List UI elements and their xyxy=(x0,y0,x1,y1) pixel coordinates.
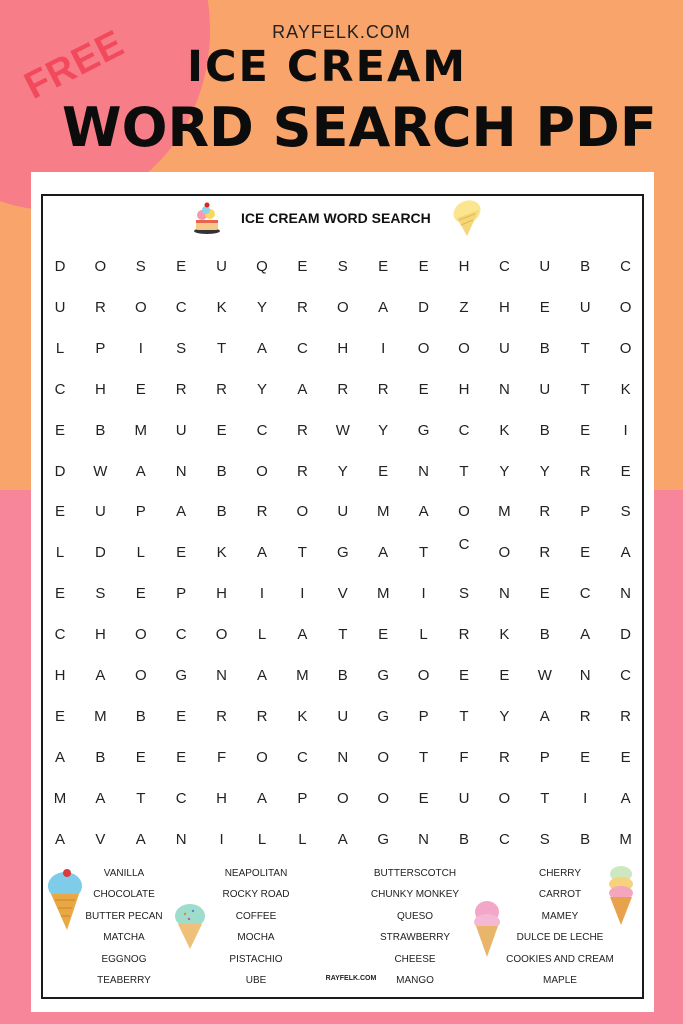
grid-letter: R xyxy=(579,462,591,480)
grid-letter: G xyxy=(336,544,349,562)
grid-letter: A xyxy=(256,667,267,684)
grid-letter: D xyxy=(54,462,66,480)
grid-letter: E xyxy=(176,258,187,275)
grid-letter: C xyxy=(175,626,187,644)
ice-cream-cone-icon xyxy=(45,868,85,932)
grid-letter: M xyxy=(94,707,107,725)
grid-letter: H xyxy=(216,789,228,807)
grid-letter: U xyxy=(539,258,551,275)
worksheet-title: ICE CREAM WORD SEARCH xyxy=(241,210,431,226)
grid-letter: P xyxy=(539,748,550,766)
grid-letter: R xyxy=(175,380,187,398)
grid-letter: C xyxy=(498,830,510,848)
grid-letter: D xyxy=(418,298,430,316)
grid-letter: S xyxy=(135,258,146,275)
grid-letter: R xyxy=(498,748,510,766)
grid-letter: L xyxy=(298,830,307,848)
grid-letter: S xyxy=(337,258,348,275)
grid-letter: W xyxy=(537,667,552,684)
grid-letter: R xyxy=(539,503,551,521)
grid-letter: R xyxy=(296,421,308,439)
grid-letter: T xyxy=(297,544,307,562)
grid-letter: U xyxy=(337,707,349,725)
grid-letter: N xyxy=(498,380,510,398)
grid-letter: C xyxy=(54,626,66,644)
grid-letter: G xyxy=(377,667,390,684)
grid-letter: L xyxy=(257,830,267,848)
grid-letter: O xyxy=(134,298,147,316)
grid-letter: L xyxy=(419,626,428,644)
grid-letter: E xyxy=(620,748,631,766)
grid-letter: U xyxy=(54,298,66,316)
grid-letter: O xyxy=(458,503,470,521)
grid-letter: P xyxy=(418,707,429,725)
grid-letter: I xyxy=(623,421,628,439)
grid-letter: A xyxy=(54,830,65,848)
grid-letter: H xyxy=(94,626,106,644)
grid-letter: E xyxy=(297,258,308,275)
grid-letter: L xyxy=(55,544,65,562)
word-list-item: NEAPOLITAN xyxy=(224,868,288,879)
grid-letter: S xyxy=(458,585,469,603)
free-badge-text: FREE xyxy=(17,22,131,108)
grid-letter: E xyxy=(54,503,65,521)
word-list-item: CHOCOLATE xyxy=(93,889,155,901)
grid-letter: I xyxy=(259,585,265,603)
grid-letter: N xyxy=(579,667,591,684)
grid-letter: A xyxy=(378,298,389,316)
grid-letter: L xyxy=(55,339,65,357)
grid-letter: H xyxy=(498,298,510,316)
grid-letter: G xyxy=(377,707,390,725)
grid-letter: K xyxy=(620,380,631,398)
grid-letter: A xyxy=(256,544,267,562)
grid-letter: A xyxy=(337,830,348,848)
grid-letter: A xyxy=(256,789,267,807)
grid-letter: P xyxy=(580,503,591,521)
grid-letter: N xyxy=(175,830,187,848)
grid-letter: E xyxy=(176,748,187,766)
grid-letter: L xyxy=(257,626,267,644)
word-list-item: UBE xyxy=(245,975,267,986)
word-list-item: BUTTERSCOTCH xyxy=(373,868,457,879)
grid-letter: U xyxy=(175,421,187,439)
word-list-item: DULCE DE LECHE xyxy=(516,932,604,944)
grid-letter: A xyxy=(95,667,106,684)
grid-letter: U xyxy=(458,789,470,807)
grid-letter: U xyxy=(94,503,106,521)
grid-letter: E xyxy=(54,585,65,603)
grid-letter: A xyxy=(580,626,591,644)
grid-letter: N xyxy=(216,667,228,684)
worksheet-footer-site: RAYFELK.COM xyxy=(325,975,377,982)
grid-letter: H xyxy=(216,585,228,603)
grid-letter: B xyxy=(216,503,227,521)
grid-letter: S xyxy=(95,585,106,603)
grid-letter: B xyxy=(337,667,348,684)
grid-letter: T xyxy=(419,544,429,562)
grid-letter: C xyxy=(256,421,268,439)
grid-letter: S xyxy=(176,339,187,357)
grid-letter: O xyxy=(134,667,147,684)
grid-letter: I xyxy=(138,339,143,357)
grid-letter: S xyxy=(620,503,631,521)
grid-letter: C xyxy=(296,748,308,766)
grid-letter: U xyxy=(337,503,349,521)
grid-letter: M xyxy=(498,503,511,521)
grid-letter: R xyxy=(539,544,551,562)
word-list-item: MOCHA xyxy=(237,932,275,944)
grid-letter: K xyxy=(216,544,227,562)
grid-letter: E xyxy=(378,462,389,480)
grid-letter: U xyxy=(539,380,551,398)
grid-letter: A xyxy=(135,462,146,480)
grid-letter: O xyxy=(417,339,430,357)
grid-letter: E xyxy=(54,707,65,725)
word-list-item: MANGO xyxy=(396,975,434,986)
ice-cream-cone-icon xyxy=(472,900,502,958)
grid-letter: I xyxy=(381,339,386,357)
grid-letter: R xyxy=(216,707,228,725)
grid-letter: L xyxy=(136,544,145,562)
grid-letter: O xyxy=(256,462,268,480)
grid-letter: U xyxy=(498,339,510,357)
grid-letter: Y xyxy=(539,462,550,480)
grid-letter: E xyxy=(418,789,429,807)
grid-letter: A xyxy=(539,707,550,725)
grid-letter: C xyxy=(620,667,632,684)
grid-letter: B xyxy=(580,830,591,848)
grid-letter: G xyxy=(175,667,188,684)
grid-letter: V xyxy=(95,830,106,848)
grid-letter: B xyxy=(135,707,146,725)
grid-letter: R xyxy=(458,626,470,644)
grid-letter: I xyxy=(421,585,426,603)
grid-letter: O xyxy=(377,748,390,766)
grid-letter: M xyxy=(619,830,632,848)
grid-letter: O xyxy=(619,339,632,357)
grid-letter: H xyxy=(458,258,470,275)
grid-letter: E xyxy=(378,258,389,275)
grid-letter: P xyxy=(95,339,106,357)
grid-letter: T xyxy=(580,339,590,357)
grid-letter: B xyxy=(580,258,591,275)
grid-letter: O xyxy=(296,503,309,521)
grid-letter: E xyxy=(54,421,65,439)
grid-letter: O xyxy=(256,748,268,766)
grid-letter: A xyxy=(297,626,308,644)
grid-letter: H xyxy=(94,380,106,398)
grid-letter: Y xyxy=(499,462,510,480)
word-list-item: BUTTER PECAN xyxy=(85,910,163,922)
grid-letter: A xyxy=(620,544,631,562)
grid-letter: E xyxy=(499,667,510,684)
grid-letter: C xyxy=(175,298,187,316)
word-list-item: QUESO xyxy=(396,910,434,922)
grid-letter: O xyxy=(498,789,511,807)
grid-letter: R xyxy=(94,298,106,316)
grid-letter: K xyxy=(297,707,308,725)
grid-letter: D xyxy=(620,626,632,644)
ice-cream-cone-icon xyxy=(173,902,207,950)
grid-letter: O xyxy=(215,626,228,644)
word-list-item: TEABERRY xyxy=(97,975,151,986)
grid-letter: B xyxy=(95,748,106,766)
grid-letter: C xyxy=(296,339,308,357)
grid-letter: Y xyxy=(256,380,267,398)
grid-letter: Y xyxy=(378,421,389,439)
grid-letter: E xyxy=(580,748,591,766)
grid-letter: C xyxy=(175,789,187,807)
word-list-item: EGGNOG xyxy=(101,953,147,965)
word-list-item: PISTACHIO xyxy=(229,953,283,965)
grid-letter: F xyxy=(459,748,469,766)
grid-letter: C xyxy=(458,536,470,554)
grid-letter: E xyxy=(620,462,631,480)
grid-letter: G xyxy=(417,421,430,439)
grid-letter: R xyxy=(377,380,389,398)
grid-letter: V xyxy=(337,585,348,603)
grid-letter: P xyxy=(135,503,146,521)
grid-letter: E xyxy=(418,258,429,275)
grid-letter: R xyxy=(216,380,228,398)
grid-letter: H xyxy=(54,667,66,684)
grid-letter: E xyxy=(378,626,389,644)
grid-letter: M xyxy=(134,421,148,439)
grid-letter: D xyxy=(54,258,66,275)
grid-letter: T xyxy=(459,707,469,725)
grid-letter: E xyxy=(216,421,227,439)
grid-letter: K xyxy=(499,421,510,439)
grid-letter: E xyxy=(135,380,146,398)
grid-letter: O xyxy=(498,544,511,562)
grid-letter: O xyxy=(94,258,107,275)
grid-letter: A xyxy=(135,830,146,848)
grid-letter: R xyxy=(256,503,268,521)
grid-letter: E xyxy=(580,544,591,562)
grid-letter: N xyxy=(418,462,430,480)
grid-letter: A xyxy=(418,503,429,521)
grid-letter: D xyxy=(94,544,106,562)
grid-letter: E xyxy=(458,667,469,684)
word-list-item: COOKIES AND CREAM xyxy=(506,953,614,965)
grid-letter: B xyxy=(95,421,106,439)
grid-letter: B xyxy=(539,421,550,439)
grid-letter: O xyxy=(417,667,430,684)
grid-letter: Y xyxy=(256,298,267,316)
grid-letter: R xyxy=(256,707,268,725)
word-list-item: STRAWBERRY xyxy=(379,932,450,944)
grid-letter: E xyxy=(176,544,187,562)
grid-letter: O xyxy=(134,626,147,644)
grid-letter: E xyxy=(176,707,187,725)
word-list-item: MATCHA xyxy=(103,932,145,944)
grid-letter: P xyxy=(297,789,308,807)
grid-letter: T xyxy=(338,626,348,644)
word-list-item: CHUNKY MONKEY xyxy=(370,889,460,901)
grid-letter: O xyxy=(458,339,470,357)
grid-letter: U xyxy=(216,258,228,275)
grid-letter: R xyxy=(620,707,632,725)
grid-letter: N xyxy=(498,585,510,603)
grid-letter: A xyxy=(95,789,106,807)
grid-letter: T xyxy=(459,462,469,480)
grid-letter: F xyxy=(217,748,227,766)
grid-letter: Z xyxy=(459,298,469,316)
grid-letter: A xyxy=(378,544,389,562)
word-list-item: MAPLE xyxy=(543,975,577,986)
grid-letter: O xyxy=(336,789,349,807)
grid-letter: C xyxy=(620,258,632,275)
word-list-item: CARROT xyxy=(538,889,582,901)
grid-letter: Y xyxy=(499,707,510,725)
grid-letter: O xyxy=(377,789,390,807)
word-list-item: ROCKY ROAD xyxy=(222,889,290,901)
grid-letter: A xyxy=(256,339,267,357)
grid-letter: Q xyxy=(256,258,268,275)
grid-letter: K xyxy=(216,298,227,316)
grid-letter: T xyxy=(580,380,590,398)
grid-letter: E xyxy=(580,421,591,439)
grid-letter: M xyxy=(53,789,67,807)
grid-letter: A xyxy=(620,789,631,807)
grid-letter: T xyxy=(419,748,429,766)
grid-letter: R xyxy=(337,380,349,398)
word-list-item: COFFEE xyxy=(235,910,277,922)
word-list-item: VANILLA xyxy=(103,868,145,879)
word-list-item: CHEESE xyxy=(394,953,436,965)
site-name: RAYFELK.COM xyxy=(272,22,411,42)
grid-letter: K xyxy=(499,626,510,644)
grid-letter: E xyxy=(135,585,146,603)
grid-letter: C xyxy=(54,380,66,398)
grid-letter: T xyxy=(540,789,550,807)
grid-letter: P xyxy=(176,585,187,603)
grid-letter: A xyxy=(297,380,308,398)
grid-letter: O xyxy=(336,298,349,316)
grid-letter: C xyxy=(498,258,510,275)
letter-grid xyxy=(31,172,654,872)
grid-letter: B xyxy=(539,626,550,644)
grid-letter: E xyxy=(418,380,429,398)
grid-letter: N xyxy=(620,585,632,603)
grid-letter: H xyxy=(337,339,349,357)
grid-letter: M xyxy=(376,585,390,603)
grid-letter: I xyxy=(300,585,305,603)
grid-letter: B xyxy=(539,339,550,357)
grid-letter: I xyxy=(219,830,224,848)
grid-letter: N xyxy=(175,462,187,480)
word-list-item: CHERRY xyxy=(538,868,582,879)
grid-letter: B xyxy=(458,830,469,848)
grid-letter: M xyxy=(376,503,390,521)
grid-letter: R xyxy=(579,707,591,725)
grid-letter: T xyxy=(217,339,227,357)
grid-letter: N xyxy=(418,830,430,848)
grid-letter: E xyxy=(135,748,146,766)
grid-letter: W xyxy=(93,462,108,480)
grid-letter: S xyxy=(539,830,550,848)
grid-letter: A xyxy=(54,748,65,766)
page-title-line2: WORD SEARCH PDF xyxy=(62,96,657,159)
grid-letter: R xyxy=(296,298,308,316)
grid-letter: R xyxy=(296,462,308,480)
grid-letter: I xyxy=(583,789,588,807)
grid-letter: Y xyxy=(337,462,348,480)
grid-letter: H xyxy=(458,380,470,398)
grid-letter: O xyxy=(619,298,632,316)
grid-letter: U xyxy=(579,298,591,316)
grid-letter: B xyxy=(216,462,227,480)
grid-letter: A xyxy=(176,503,187,521)
grid-letter: M xyxy=(296,667,309,684)
grid-letter: C xyxy=(579,585,591,603)
grid-letter: E xyxy=(539,585,550,603)
grid-letter: C xyxy=(458,421,470,439)
ice-cream-cone-icon xyxy=(605,866,637,926)
grid-letter: G xyxy=(377,830,390,848)
page-title-line1: ICE CREAM xyxy=(187,42,468,92)
worksheet-paper xyxy=(31,172,654,1012)
grid-letter: E xyxy=(539,298,550,316)
grid-letter: N xyxy=(337,748,349,766)
grid-letter: T xyxy=(136,789,146,807)
word-list-item: MAMEY xyxy=(541,910,579,922)
grid-letter: W xyxy=(335,421,350,439)
